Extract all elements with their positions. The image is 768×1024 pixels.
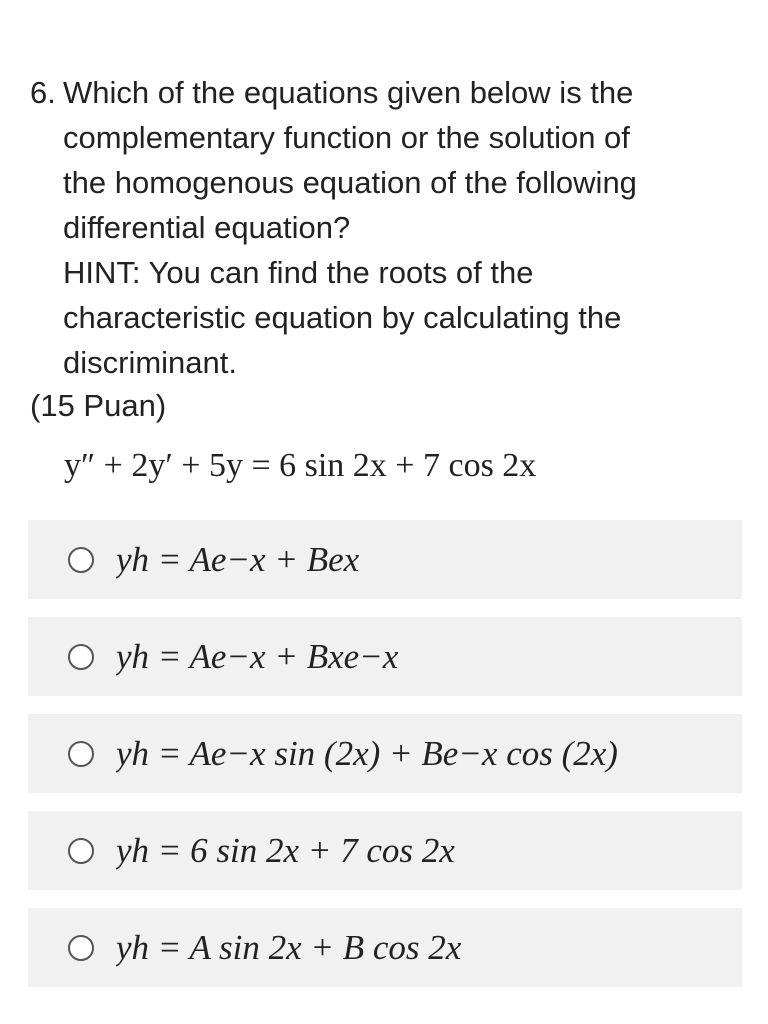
answer-option-1[interactable] <box>28 520 742 599</box>
question-text <box>30 70 750 385</box>
radio-button-icon[interactable] <box>68 644 94 670</box>
question-block <box>30 70 750 385</box>
radio-button-icon[interactable] <box>68 547 94 573</box>
option-label: yh = 6 sin 2x + 7 cos 2x <box>116 830 455 870</box>
option-label: yh = Ae−x + Bxe−x <box>116 636 399 676</box>
differential-equation: y″ + 2y′ + 5y = 6 sin 2x + 7 cos 2x <box>64 447 537 484</box>
question-number: 6. <box>30 75 56 110</box>
question-line: differential equation? <box>63 210 351 245</box>
radio-button-icon[interactable] <box>68 838 94 864</box>
hint-line: characteristic equation by calculating the <box>63 300 622 335</box>
answer-options <box>28 520 742 1005</box>
option-label: yh = Ae−x sin (2x) + Be−x cos (2x) <box>116 733 618 773</box>
radio-button-icon[interactable] <box>68 935 94 961</box>
question-line: the homogenous equation of the following <box>63 165 637 200</box>
hint-line: discriminant. <box>63 345 237 380</box>
answer-option-2[interactable] <box>28 617 742 696</box>
points-label: (15 Puan) <box>30 388 167 423</box>
question-line: Which of the equations given below is the <box>63 75 634 110</box>
answer-option-5[interactable] <box>28 908 742 987</box>
hint-line: HINT: You can find the roots of the <box>63 255 534 290</box>
answer-option-4[interactable] <box>28 811 742 890</box>
question-line: complementary function or the solution of <box>63 120 630 155</box>
option-label: yh = A sin 2x + B cos 2x <box>116 927 462 967</box>
radio-button-icon[interactable] <box>68 741 94 767</box>
option-label: yh = Ae−x + Bex <box>116 539 360 579</box>
answer-option-3[interactable] <box>28 714 742 793</box>
